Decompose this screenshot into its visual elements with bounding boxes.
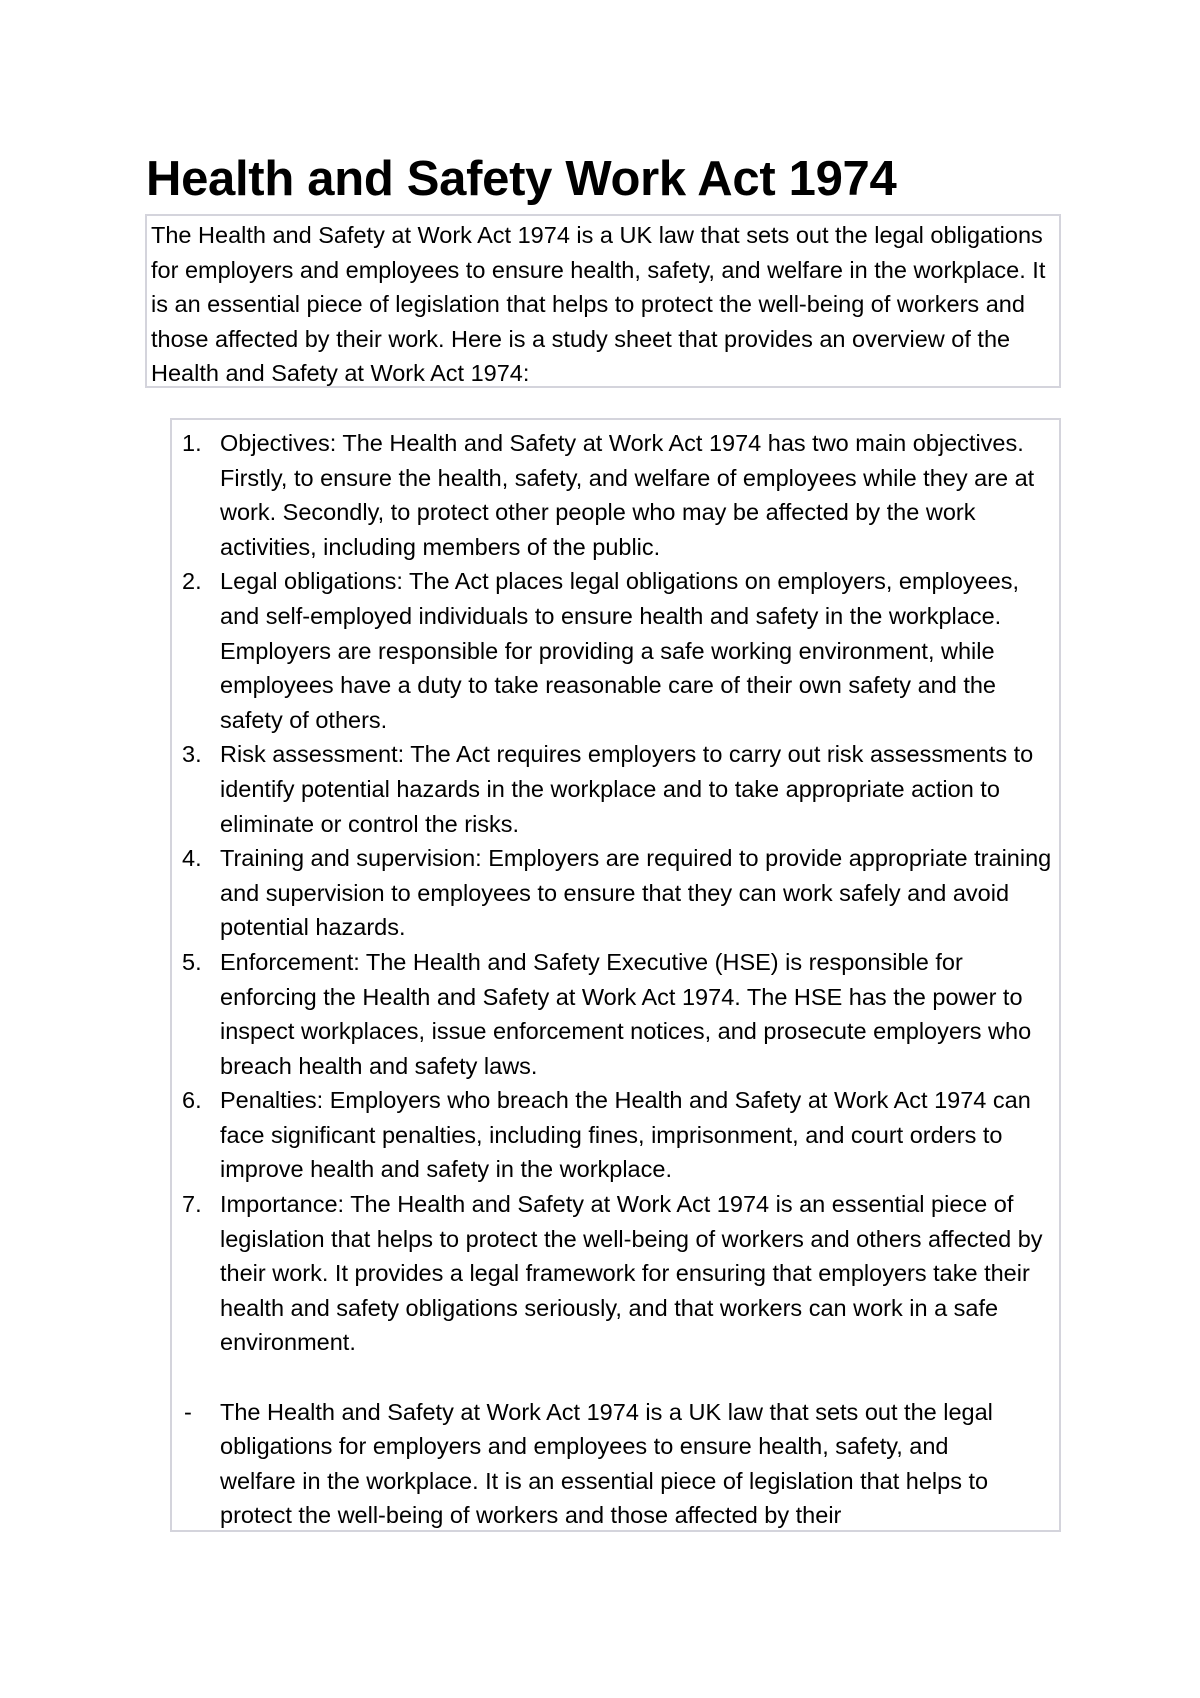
list-item-text: Importance: The Health and Safety at Work Act 1974 is an essential piece of legislation that helps to protect the well-being of workers and others affected by their work. It provides a legal framework for ensuring that employers take their health and safety obligations seriously, and that workers can work in a safe environment. xyxy=(220,1191,1043,1356)
intro-text-box xyxy=(145,214,1061,388)
list-item xyxy=(172,841,1059,945)
list-item xyxy=(172,564,1059,737)
list-item xyxy=(172,426,1059,564)
list-item-text: Legal obligations: The Act places legal obligations on employers, employees, and self-employed individuals to ensure health and safety in the workplace. Employers are responsible for providing a safe working environment, while employees have a duty to take reasonable care of their own safety and the safety of others. xyxy=(220,568,1020,733)
dash-bullet: - xyxy=(184,1398,192,1425)
list-item-number: 2. xyxy=(182,568,202,595)
list-item-text: Training and supervision: Employers are required to provide appropriate training and supervision to employees to ensure that they can work safely and avoid potential hazards. xyxy=(220,845,1052,941)
list-item xyxy=(172,945,1059,1083)
document-title: Health and Safety Work Act 1974 xyxy=(146,152,897,206)
list-item-text: Penalties: Employers who breach the Health and Safety at Work Act 1974 can face significant penalties, including fines, imprisonment, and court orders to improve health and safety in the workplace. xyxy=(220,1087,1031,1183)
list-item-number: 5. xyxy=(182,948,202,975)
intro-paragraph: The Health and Safety at Work Act 1974 is a UK law that sets out the legal obligations for employers and employees to ensure health, safety, and welfare in the workplace. It is an essential piece of legislation that helps to protect the well-being of workers and those affected by their work. Here is a study sheet that provides an overview of the Health and Safety at Work Act 1974: xyxy=(151,222,1046,387)
list-item-number: 6. xyxy=(182,1087,202,1114)
dash-item-text: The Health and Safety at Work Act 1974 is a UK law that sets out the legal obligations for employers and employees to ensure health, safety, and welfare in the workplace. It is an essential piece of legislation that helps to protect the well-being of workers and those affected by their xyxy=(220,1398,993,1529)
list-item xyxy=(172,1187,1059,1360)
list-item xyxy=(172,737,1059,841)
list-item xyxy=(172,1083,1059,1187)
overview-list xyxy=(172,426,1059,1360)
list-item-text: Risk assessment: The Act requires employers to carry out risk assessments to identify potential hazards in the workplace and to take appropriate action to eliminate or control the risks. xyxy=(220,741,1034,837)
list-item-number: 4. xyxy=(182,845,202,872)
list-item-text: Objectives: The Health and Safety at Work Act 1974 has two main objectives. Firstly, to ensure the health, safety, and welfare of employees while they are at work. Secondly, to protect other people who may be affected by the work activities, including members of the public. xyxy=(220,430,1035,560)
list-item-number: 1. xyxy=(182,430,202,456)
list-item-number: 7. xyxy=(182,1191,202,1218)
blank-line xyxy=(172,1360,1059,1395)
dash-list-item xyxy=(172,1395,1059,1532)
overview-list-box xyxy=(170,418,1061,1532)
list-item-number: 3. xyxy=(182,741,202,768)
list-item-text: Enforcement: The Health and Safety Executive (HSE) is responsible for enforcing the Health and Safety at Work Act 1974. The HSE has the power to inspect workplaces, issue enforcement notices, and prosecute employers who breach health and safety laws. xyxy=(220,948,1032,1079)
